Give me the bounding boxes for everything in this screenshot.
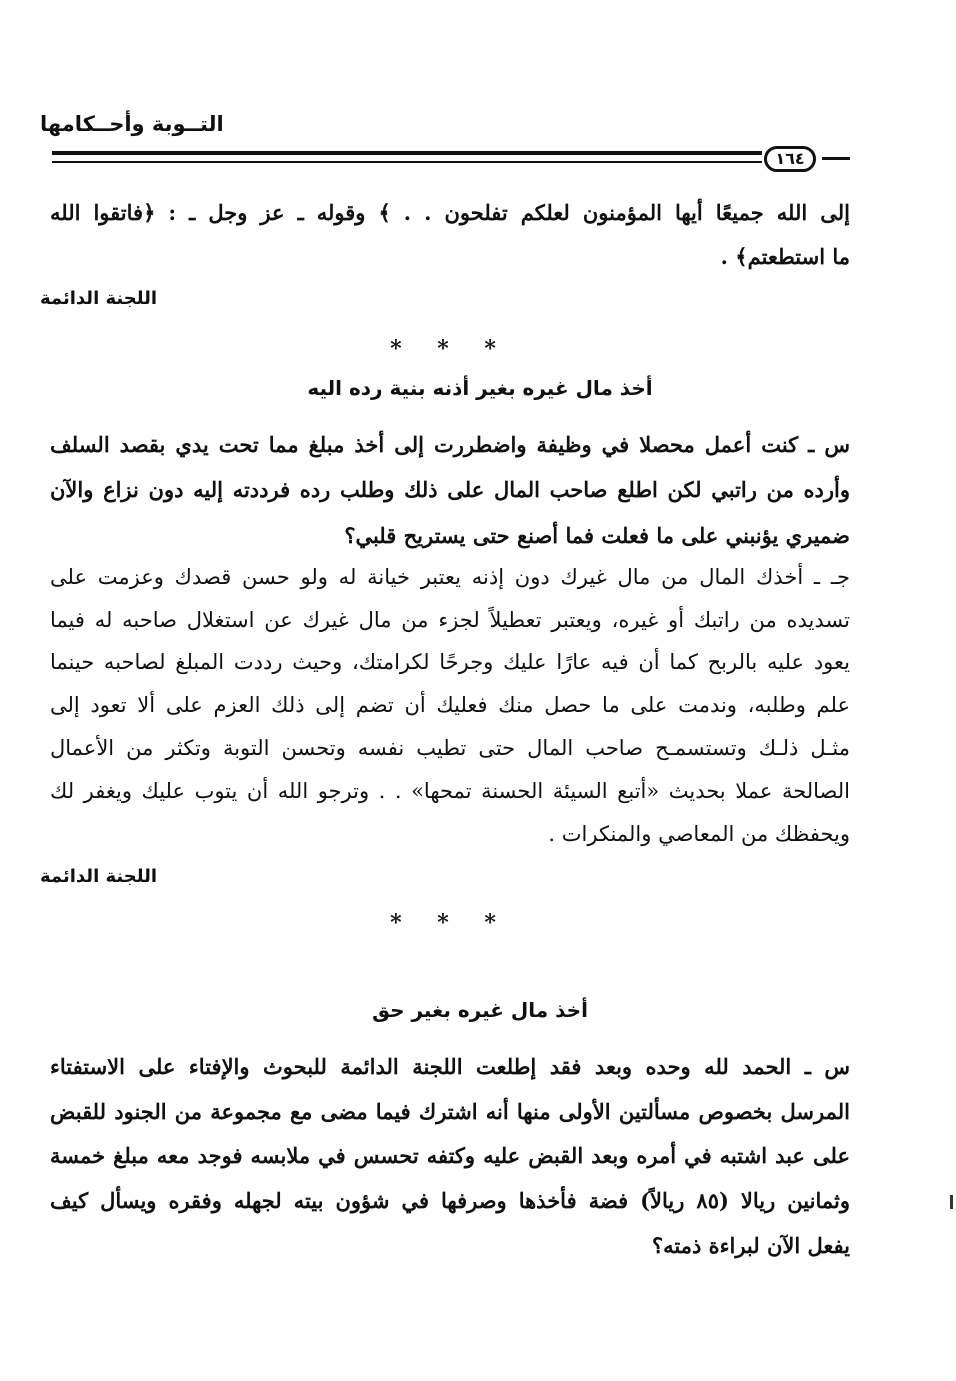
header-rule-thick: [52, 151, 762, 155]
header-rule-thin: [52, 161, 762, 163]
header-rule-right: [822, 157, 850, 160]
answer-line: جـ ـ أخذك المال من مال غيرك دون إذنه يعتبر خيانة له ولو حسن قصدك وعزمت على: [50, 565, 850, 589]
answer-line: يعود عليه بالربح كما أن فيه عارًا عليك وجرحًا لكرامتك، وحيث رددت المبلغ لصاحبه حينما: [50, 650, 850, 674]
section-separator: * * *: [390, 910, 510, 936]
text-line: إلى الله جميعًا أيها المؤمنون لعلكم تفلحون . . ﴾ وقوله ـ عز وجل ـ : ﴿فاتقوا الله: [50, 200, 850, 225]
answer-line: تسديده من راتبك أو غيره، ويعتبر تعطيلاً لجزء من مال غيرك عن استغلال صاحبه له فيما: [50, 608, 850, 632]
running-title: التــوبة وأحــكامها: [40, 112, 224, 136]
question-line: ضميري يؤنبني على ما فعلت فما أصنع حتى يستريح قلبي؟: [344, 523, 850, 548]
answer-line: علم وطلبه، وندمت على ما حصل منك فعليك أن تضم إلى ذلك العزم على ألا تعود إلى: [50, 693, 850, 717]
page-number: ١٦٤: [764, 146, 816, 172]
question-line: وثمانين ريالا (٨٥ ريالاً) فضة فأخذها وصرفها في شؤون بيته لجهله وفقره ويسأل كيف: [50, 1188, 850, 1213]
section-separator: * * *: [390, 336, 510, 362]
question-line: على عبد اشتبه في أمره وبعد القبض عليه وكتفه تحسس في ملابسه فوجد معه مبلغ خمسة: [50, 1143, 850, 1168]
answer-line: ويحفظك من المعاصي والمنكرات .: [548, 822, 850, 846]
answer-line: الصالحة عملا بحديث «أتبع السيئة الحسنة تمحها» . . وترجو الله أن يتوب عليك ويغفر لك: [50, 779, 850, 803]
question-line: يفعل الآن لبراءة ذمته؟: [651, 1233, 850, 1258]
question-line: س ـ الحمد لله وحده وبعد فقد إطلعت اللجنة الدائمة للبحوث والإفتاء على الاستفتاء: [50, 1054, 850, 1079]
question-line: المرسل بخصوص مسألتين الأولى منها أنه اشترك فيما مضى مع مجموعة من الجنود للقبض: [50, 1099, 850, 1124]
question-line: وأرده من راتبي لكن اطلع صاحب المال على ذلك وطلب رده فرددته إليه دون نزاع والآن: [50, 477, 850, 502]
signature-standing-committee: اللجنة الدائمة: [40, 866, 158, 887]
question-line: س ـ كنت أعمل محصلا في وظيفة واضطررت إلى أخذ مبلغ مما تحت يدي بقصد السلف: [50, 432, 850, 457]
section-heading: أخذ مال غيره بغير حق: [372, 998, 588, 1022]
answer-line: مثـل ذلـك وتستسمـح صاحب المال حتى تطيب نفسه وتحسن التوبة وتكثر من الأعمال: [50, 736, 850, 760]
signature-standing-committee: اللجنة الدائمة: [40, 288, 158, 309]
page-edge-mark: [950, 1195, 953, 1209]
text-line: ما استطعتم﴾ .: [720, 244, 850, 269]
section-heading: أخذ مال غيره بغير أذنه بنية رده اليه: [307, 376, 653, 400]
